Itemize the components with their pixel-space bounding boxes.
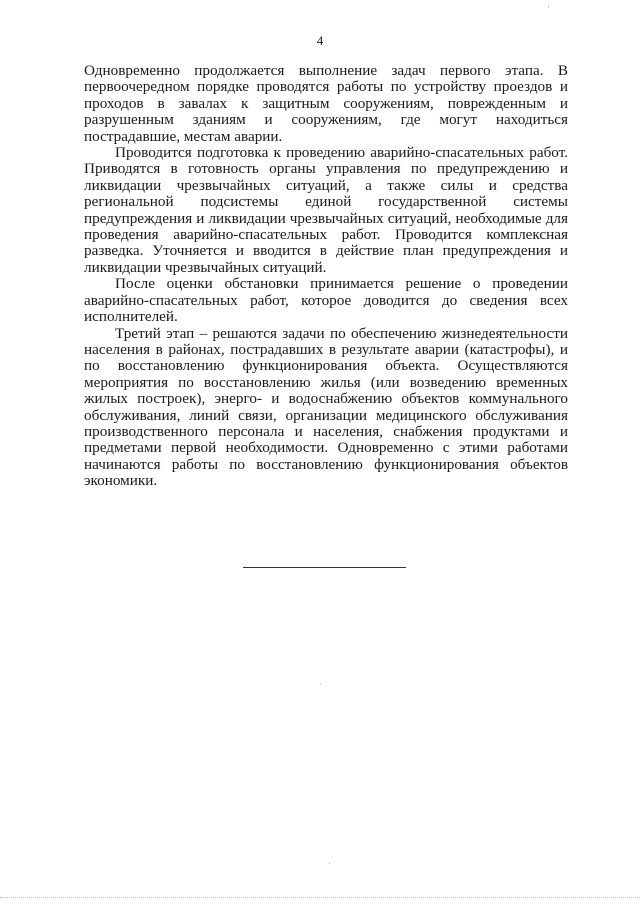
scan-artifact [548, 5, 549, 8]
scan-artifact [320, 683, 321, 685]
document-body [84, 63, 568, 490]
page-number: 4 [316, 33, 324, 48]
scan-bottom-edge [0, 897, 640, 898]
paragraph-1: Одновременно продолжается выполнение задач первого этапа. В первоочередном порядке проводятся работы по устройству проездов и проходов в завалах к защитным сооружениям, поврежденным и разрушенным зданиям и сооружениям, где могут находиться пострадавшие, местам аварии. [84, 62, 568, 145]
paragraph-2: Проводится подготовка к проведению аварийно-спасательных работ. Приводятся в готовность органы управления по предупреждению и ликвидации чрезвычайных ситуаций, а также силы и средства региональной подсистемы единой государственной системы предупреждения и ликвидации чрезвычайных ситуаций, необходимые для проведения аварийно-спасательных работ. Проводится комплексная разведка. Уточняется и вводится в действие план предупреждения и ликвидации чрезвычайных ситуаций. [84, 144, 568, 276]
scan-artifact [329, 862, 330, 864]
end-separator-line [243, 567, 406, 568]
paragraph-3: После оценки обстановки принимается решение о проведении аварийно-спасательных работ, которое доводится до сведения всех исполнителей. [84, 275, 568, 326]
paragraph-4: Третий этап – решаются задачи по обеспечению жизнедеятельности населения в районах, пострадавших в результате аварии (катастрофы), и по восстановлению функционирования объекта. Осуществляются мероприятия по восстановлению жилья (или возведению временных жилых построек), энерго- и водоснабжению объектов коммунального обслуживания, линий связи, организации медицинского обслуживания производственного персонала и населения, снабжения продуктами и предметами первой необходимости. Одновременно с этими работами начинаются работы по восстановлению функционирования объектов экономики. [84, 324, 568, 490]
